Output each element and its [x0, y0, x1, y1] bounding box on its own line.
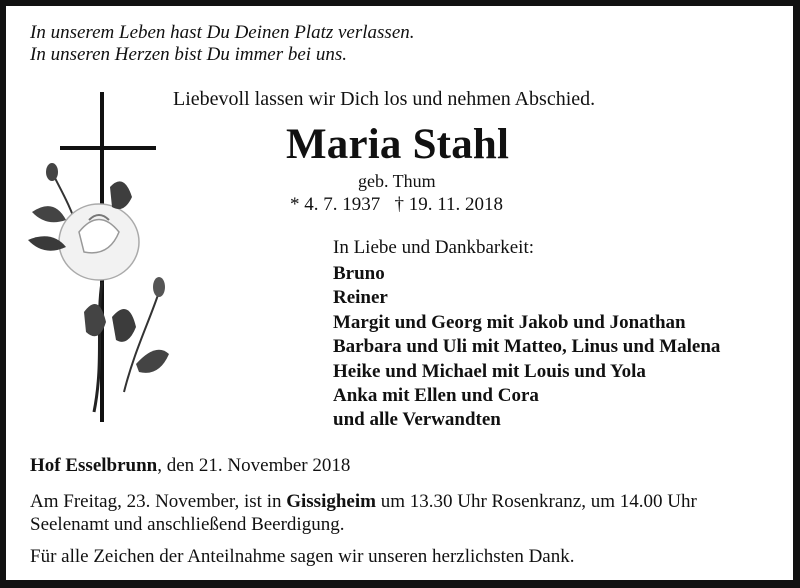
birth-date: * 4. 7. 1937	[290, 194, 381, 215]
closing-thanks: Für alle Zeichen der Anteilnahme sagen wir unseren herzlichsten Dank.	[30, 546, 575, 567]
service-text: um 13.30 Uhr Rosenkranz, um 14.00 Uhr	[375, 491, 697, 512]
date-text: , den 21. November 2018	[157, 455, 351, 476]
intro-text: Liebevoll lassen wir Dich los und nehmen Abschied.	[173, 88, 596, 110]
mourner-entry: und alle Verwandten	[333, 409, 501, 431]
mourner-entry: Heike und Michael mit Louis und Yola	[333, 360, 646, 382]
place-date	[30, 455, 350, 477]
mourners-list	[333, 262, 720, 433]
deceased-name: Maria Stahl	[286, 121, 510, 168]
motto-line-1: In unserem Leben hast Du Deinen Platz verlassen.	[30, 22, 415, 43]
motto-line-2: In unseren Herzen bist Du immer bei uns.	[30, 44, 347, 65]
mourner-entry: Barbara und Uli mit Matteo, Linus und Malena	[333, 336, 721, 358]
life-dates	[290, 194, 503, 216]
service-info	[30, 490, 697, 536]
mourners-heading: In Liebe und Dankbarkeit:	[333, 237, 535, 258]
death-date: † 19. 11. 2018	[394, 194, 504, 215]
mourner-entry: Reiner	[333, 287, 388, 309]
cross-with-rose-icon	[24, 92, 184, 422]
mourner-entry: Anka mit Ellen und Cora	[333, 385, 539, 407]
place-name: Hof Esselbrunn	[30, 455, 158, 476]
mourner-entry: Margit und Georg mit Jakob und Jonathan	[333, 311, 686, 333]
mourner-entry: Bruno	[333, 263, 385, 284]
service-line-2: Seelenamt und anschließend Beerdigung.	[30, 514, 345, 535]
birth-name: geb. Thum	[358, 171, 436, 191]
service-location: Gissigheim	[286, 491, 376, 512]
service-text: Am Freitag, 23. November, ist in	[30, 491, 287, 512]
